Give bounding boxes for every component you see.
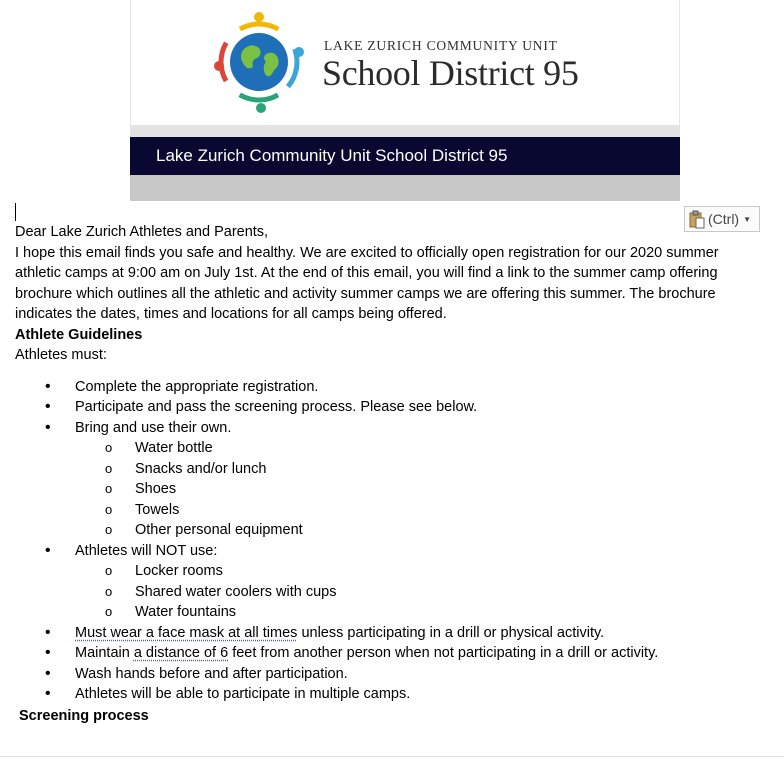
- text-cursor: [15, 203, 16, 221]
- chevron-down-icon: ▼: [743, 214, 752, 224]
- intro-line: brochure which outlines all the athletic and activity summer camps we are offering this summer. The brochure: [15, 285, 716, 302]
- email-body: [15, 222, 775, 726]
- list-item-text: unless participating in a drill or physical activity.: [297, 624, 605, 641]
- list-item: [15, 541, 775, 623]
- banner-title-bar: [130, 137, 680, 175]
- list-item-text: Athletes will be able to participate in multiple camps.: [75, 686, 411, 702]
- banner-title: Lake Zurich Community Unit School District 95: [156, 146, 508, 165]
- athletes-must-label: Athletes must:: [15, 347, 107, 363]
- sub-list-item: o Towels: [75, 500, 775, 521]
- logo-title: School District 95: [322, 53, 579, 93]
- list-item-text: feet from another person when not participating in a drill or activity.: [228, 645, 659, 661]
- banner-divider: [130, 125, 680, 137]
- page-divider: [0, 756, 784, 757]
- banner-footer-strip: [130, 175, 680, 201]
- sub-list-item: o Snacks and/or lunch: [75, 459, 775, 480]
- list-item: [15, 623, 775, 644]
- sub-list-item: o Water bottle: [75, 438, 775, 459]
- list-item: [15, 418, 775, 541]
- list-item: [15, 664, 775, 685]
- logo-subtitle: LAKE ZURICH COMMUNITY UNIT: [324, 38, 558, 53]
- guidelines-list: [15, 377, 775, 705]
- greeting: Dear Lake Zurich Athletes and Parents,: [15, 224, 269, 240]
- list-item-text: Maintain: [75, 645, 134, 661]
- district-banner: [130, 0, 680, 201]
- guidelines-heading: Athlete Guidelines: [15, 326, 143, 343]
- intro-line: indicates the dates, times and locations for all camps being offered.: [15, 306, 447, 322]
- list-item: [15, 684, 775, 705]
- own-items-list: [75, 438, 775, 541]
- district-globe-logo-icon: [211, 8, 307, 116]
- list-item-text: Participate and pass the screening process. Please see below.: [75, 399, 478, 415]
- banner-logo-area: [130, 0, 680, 125]
- grammar-flagged-text[interactable]: a distance of 6: [133, 645, 229, 661]
- intro-line: athletic camps at 9:00 am on July 1st. At the end of this email, you will find a link to the summer camp offering: [15, 265, 718, 281]
- list-item: [15, 397, 775, 418]
- list-item-text: Wash hands before and after participation.: [75, 665, 348, 682]
- sub-list-item: o Shoes: [75, 479, 775, 500]
- list-item-text: Athletes will NOT use:: [75, 542, 218, 559]
- grammar-flagged-text[interactable]: Must wear a face mask at all times: [75, 624, 298, 641]
- sub-list-item: o Locker rooms: [75, 561, 775, 582]
- sub-list-item: o Other personal equipment: [75, 520, 775, 541]
- sub-list-item: o Water fountains: [75, 602, 775, 623]
- not-use-list: [75, 561, 775, 623]
- list-item: [15, 377, 775, 398]
- list-item-text: Complete the appropriate registration.: [75, 378, 319, 395]
- list-item-text: Bring and use their own.: [75, 419, 232, 436]
- intro-line: I hope this email finds you safe and healthy. We are excited to officially open registration for our 2020 summer: [15, 244, 719, 261]
- list-item: [15, 643, 775, 664]
- screening-heading: Screening process: [19, 707, 149, 724]
- paste-options-label: (Ctrl): [708, 211, 740, 227]
- sub-list-item: o Shared water coolers with cups: [75, 582, 775, 603]
